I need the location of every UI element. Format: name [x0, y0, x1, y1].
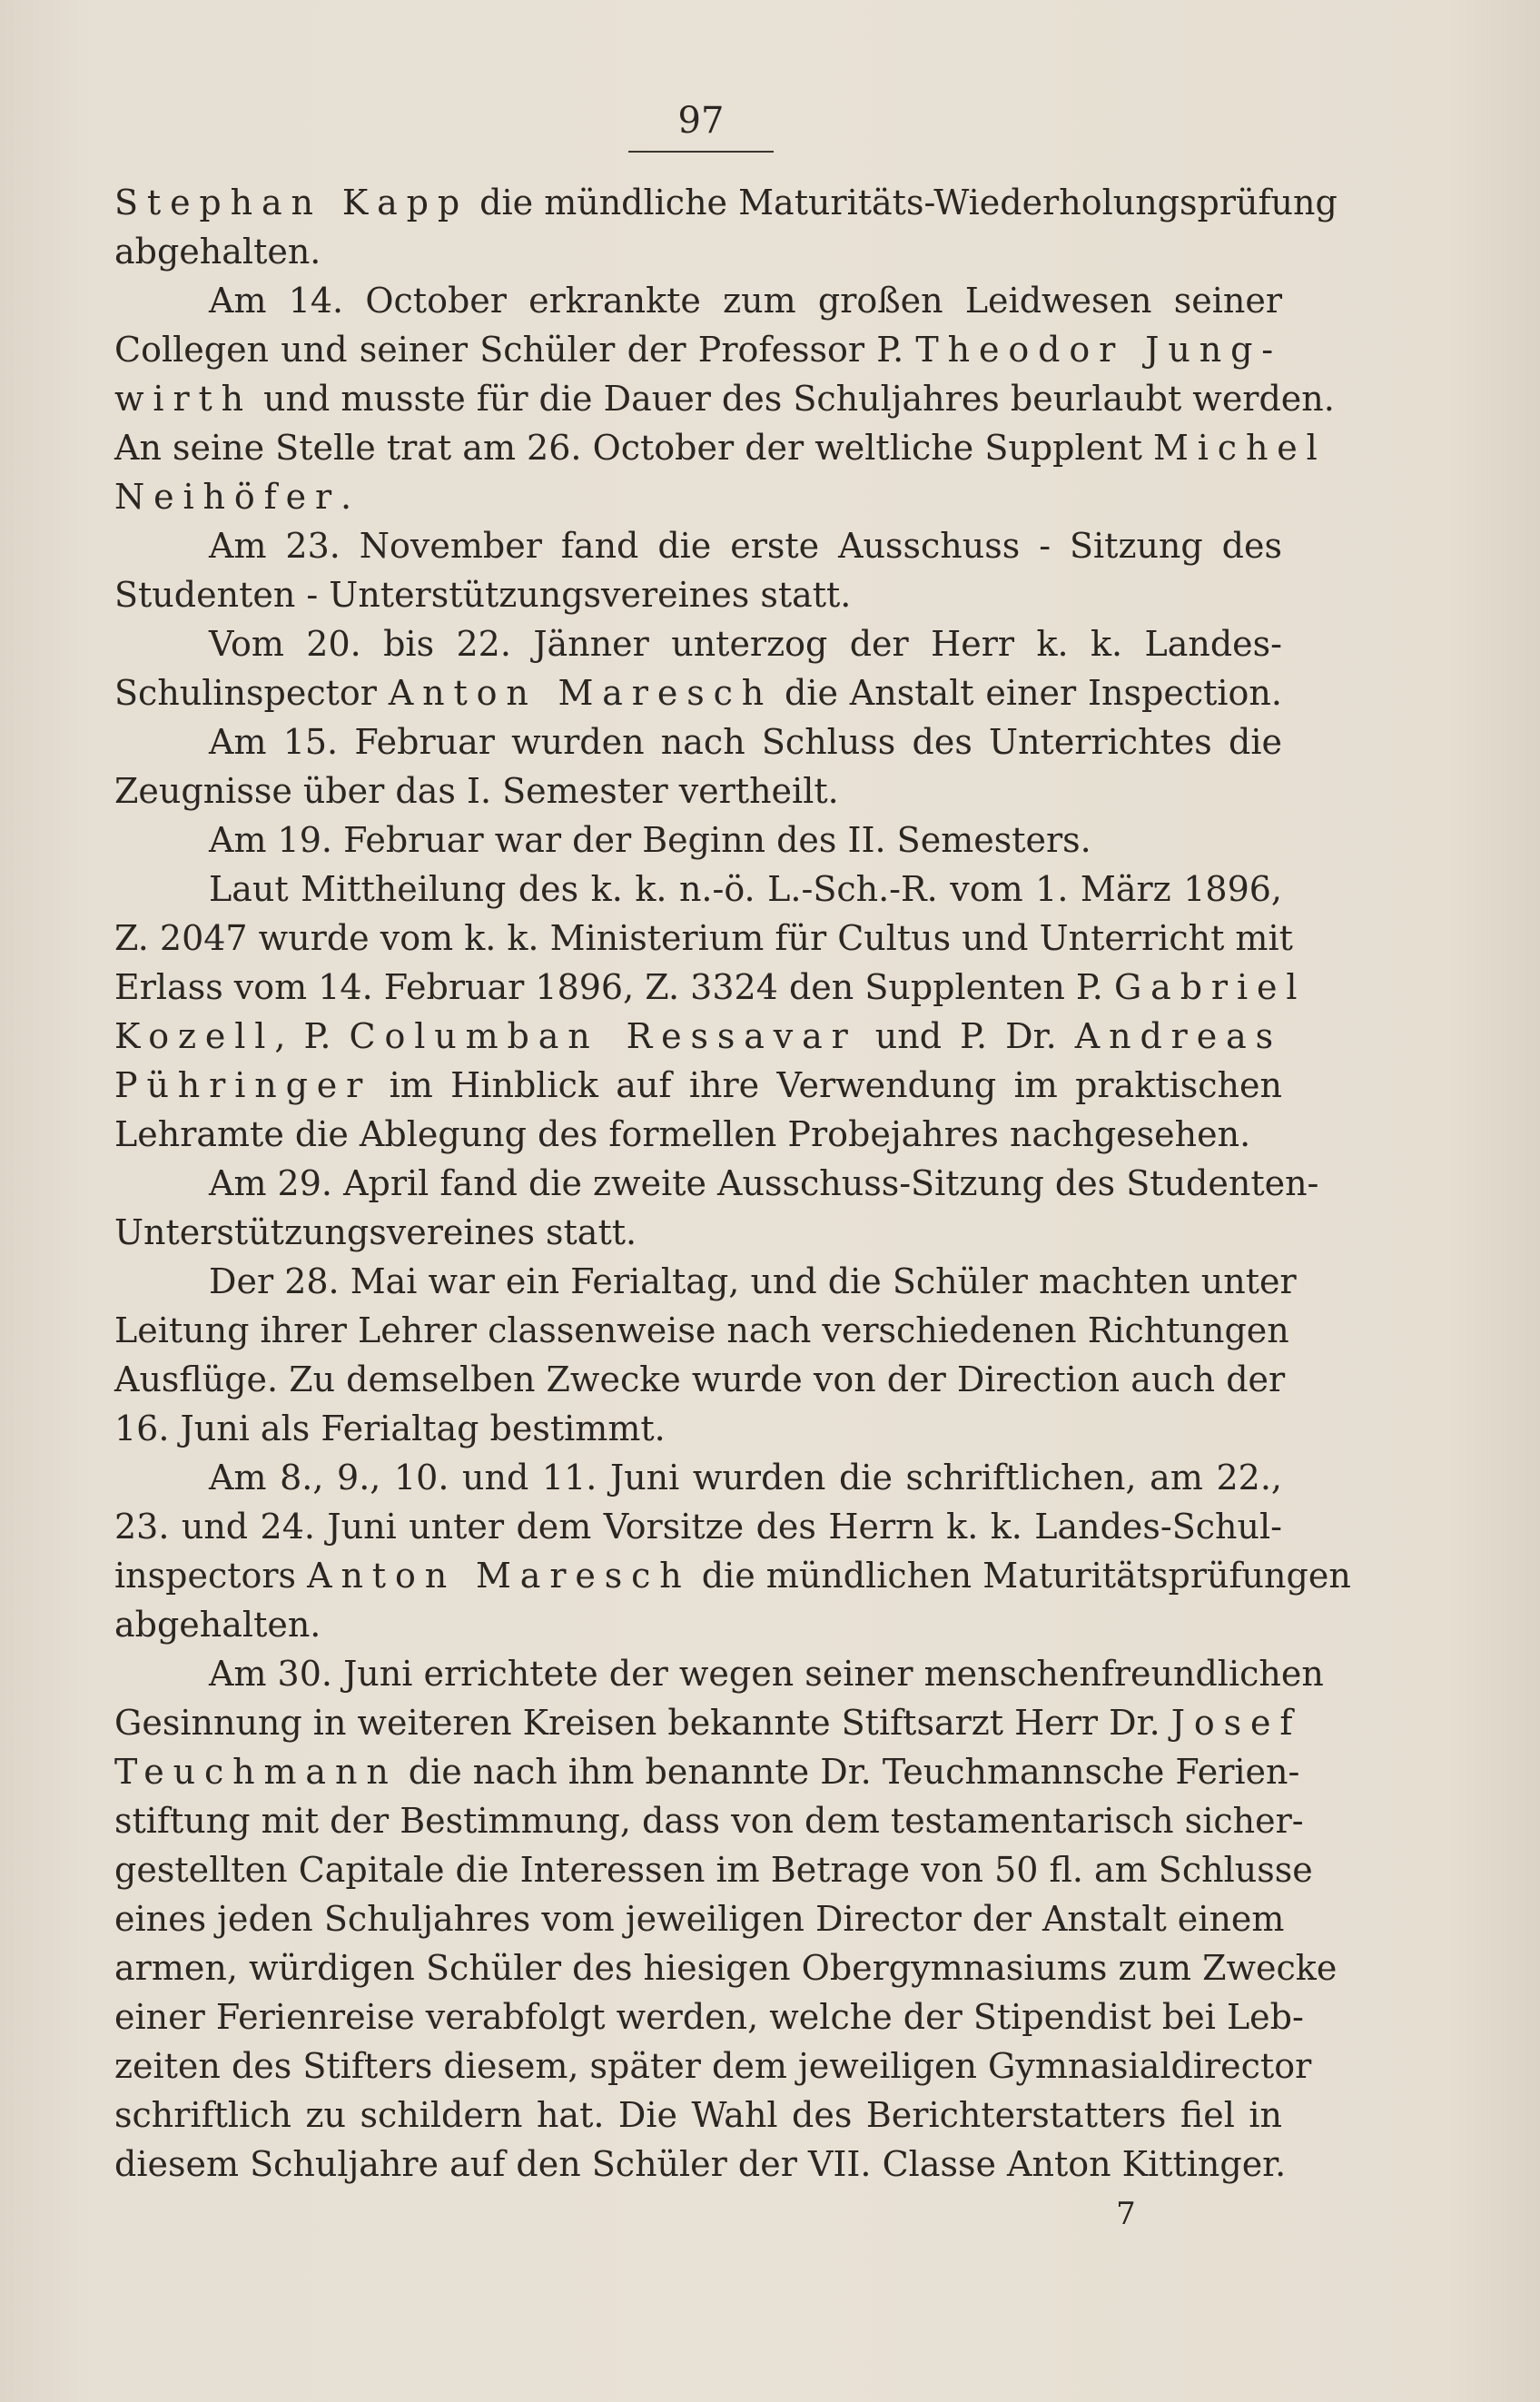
spaced-name: Kozell	[114, 1016, 275, 1056]
text-run: gestellten Capitale die Interessen im Betrage von 50 fl. am Schlusse	[114, 1850, 1313, 1890]
text-run: Erlass vom 14. Februar 1896, Z. 3324 den Supplenten P.	[114, 967, 1114, 1007]
text-line	[114, 1159, 1319, 1208]
text-line	[114, 472, 1282, 521]
text-line	[114, 423, 1327, 472]
spaced-name: Josef	[1170, 1703, 1302, 1743]
text-run: An seine Stelle trat am 26. October der weltliche Supplent	[114, 428, 1153, 468]
text-run: 23. und 24. Juni unter dem Vorsitze des Herrn k. k. Landes-Schul-	[114, 1507, 1282, 1547]
text-line	[114, 1404, 1282, 1453]
text-line	[114, 276, 1282, 325]
text-run: Am 19. Februar war der Beginn des II. Semesters.	[209, 820, 1091, 860]
text-line	[114, 1453, 1282, 1502]
text-run: Am 29. April fand die zweite Ausschuss-Sitzung des Studenten-	[209, 1163, 1319, 1203]
text-line	[114, 1208, 1282, 1257]
text-line	[114, 1110, 1282, 1159]
spaced-name: Columban Ressavar	[349, 1016, 857, 1056]
text-line	[114, 1796, 1304, 1845]
text-run: Laut Mittheilung des k. k. n.-ö. L.-Sch.-R. vom 1. März 1896,	[209, 869, 1282, 909]
spaced-name: Teuchmann	[114, 1752, 398, 1792]
text-run: und musste für die Dauer des Schuljahres beurlaubt werden.	[252, 379, 1335, 419]
text-line	[114, 1992, 1304, 2041]
text-run: abgehalten.	[114, 232, 321, 272]
text-line	[114, 815, 1282, 865]
text-line	[114, 1355, 1286, 1404]
text-line	[114, 521, 1282, 570]
text-line	[114, 1943, 1338, 1992]
text-line	[114, 1306, 1289, 1355]
page-number-rule	[628, 151, 774, 153]
text-line	[114, 1894, 1285, 1943]
spaced-name: Anton Maresch	[388, 673, 774, 713]
text-line	[114, 1698, 1302, 1747]
text-run: Vom 20. bis 22. Jänner unterzog der Herr k. k. Landes-	[209, 624, 1282, 664]
text-run: Am 14. October erkrankte zum großen Leidwesen seiner	[209, 281, 1282, 321]
text-run: einer Ferienreise verabfolgt werden, welche der Stipendist bei Leb-	[114, 1997, 1304, 2037]
text-run: Unterstützungsvereines statt.	[114, 1212, 637, 1252]
text-run: zeiten des Stifters diesem, später dem jeweiligen Gymnasialdirector	[114, 2046, 1312, 2086]
text-run: Zeugnisse über das I. Semester vertheilt.	[114, 771, 839, 811]
text-run: die mündliche Maturitäts-Wiederholungsprüfung	[469, 183, 1338, 222]
text-line	[114, 717, 1282, 766]
text-line	[114, 1551, 1351, 1600]
text-line	[114, 325, 1282, 374]
text-run: und P. Dr.	[856, 1016, 1075, 1056]
text-line	[114, 1600, 1282, 1649]
text-run: die Anstalt einer Inspection.	[773, 673, 1282, 713]
text-run: Collegen und seiner Schüler der Professor P.	[114, 330, 916, 370]
text-run: Ausflüge. Zu demselben Zwecke wurde von der Direction auch der	[114, 1359, 1286, 1399]
text-line	[114, 1649, 1324, 1698]
text-run: diesem Schuljahre auf den Schüler der VII. Classe Anton Kittinger.	[114, 2144, 1287, 2184]
text-run: die mündlichen Maturitätsprüfungen	[690, 1556, 1351, 1596]
text-run: Der 28. Mai war ein Ferialtag, und die Schüler machten unter	[209, 1261, 1297, 1301]
spaced-name: Theodor Jung-	[915, 330, 1282, 370]
text-run: die nach ihm benannte Dr. Teuchmannsche Ferien-	[397, 1752, 1300, 1792]
spaced-name: Anton Maresch	[307, 1556, 691, 1596]
text-run: Lehramte die Ablegung des formellen Probejahres nachgesehen.	[114, 1114, 1251, 1154]
text-run: inspectors	[114, 1556, 308, 1596]
text-line	[114, 178, 1338, 227]
spaced-name: Michel	[1152, 428, 1327, 468]
text-line	[114, 1257, 1297, 1306]
text-line	[114, 963, 1307, 1012]
spaced-name: Neihöfer	[114, 477, 341, 517]
text-line	[114, 865, 1282, 914]
text-line	[114, 374, 1335, 423]
text-run: Am 15. Februar wurden nach Schluss des Unterrichtes die	[209, 722, 1282, 762]
text-line	[114, 1061, 1282, 1110]
text-run: Leitung ihrer Lehrer classenweise nach verschiedenen Richtungen	[114, 1310, 1289, 1350]
text-run: eines jeden Schuljahres vom jeweiligen Director der Anstalt einem	[114, 1899, 1285, 1939]
text-run: schriftlich zu schildern hat. Die Wahl des Berichterstatters fiel in	[114, 2095, 1282, 2135]
text-run: Am 30. Juni errichtete der wegen seiner menschenfreundlichen	[209, 1654, 1324, 1694]
text-line	[114, 570, 1282, 619]
text-run: Am 23. November fand die erste Ausschuss - Sitzung des	[209, 526, 1282, 566]
text-run: Schulinspector	[114, 673, 389, 713]
text-run: Gesinnung in weiteren Kreisen bekannte Stiftsarzt Herr Dr.	[114, 1703, 1171, 1743]
text-body	[114, 178, 1351, 2189]
text-run: Studenten - Unterstützungsvereines statt.	[114, 575, 852, 615]
text-line	[114, 2140, 1287, 2189]
text-run: Z. 2047 wurde vom k. k. Ministerium für Cultus und Unterricht mit	[114, 918, 1293, 958]
text-run: Am 8., 9., 10. und 11. Juni wurden die schriftlichen, am 22.,	[209, 1458, 1282, 1498]
text-line	[114, 1502, 1282, 1551]
spaced-name: wirth	[114, 379, 252, 419]
text-run: .	[341, 477, 352, 517]
text-line	[114, 619, 1282, 668]
text-run: abgehalten.	[114, 1605, 321, 1645]
text-run: , P.	[274, 1016, 350, 1056]
text-run: armen, würdigen Schüler des hiesigen Obergymnasiums zum Zwecke	[114, 1948, 1338, 1988]
text-run: im Hinblick auf ihre Verwendung im praktischen	[371, 1065, 1282, 1105]
text-line	[114, 1845, 1313, 1894]
text-line	[114, 2091, 1282, 2140]
text-line	[114, 2041, 1312, 2091]
spaced-name: Pühringer	[114, 1065, 372, 1105]
text-run: stiftung mit der Bestimmung, dass von dem testamentarisch sicher-	[114, 1801, 1304, 1841]
text-line	[114, 914, 1293, 963]
text-line	[114, 1012, 1282, 1061]
spaced-name: Andreas	[1074, 1016, 1283, 1056]
page-number: 97	[677, 100, 725, 142]
text-line	[114, 668, 1282, 717]
spaced-name: Gabriel	[1113, 967, 1307, 1007]
text-line	[114, 227, 1282, 276]
text-line	[114, 766, 1282, 815]
text-run: 16. Juni als Ferialtag bestimmt.	[114, 1409, 666, 1448]
signature-mark: 7	[1116, 2196, 1136, 2232]
spaced-name: Stephan Kapp	[114, 183, 469, 222]
text-line	[114, 1747, 1300, 1796]
